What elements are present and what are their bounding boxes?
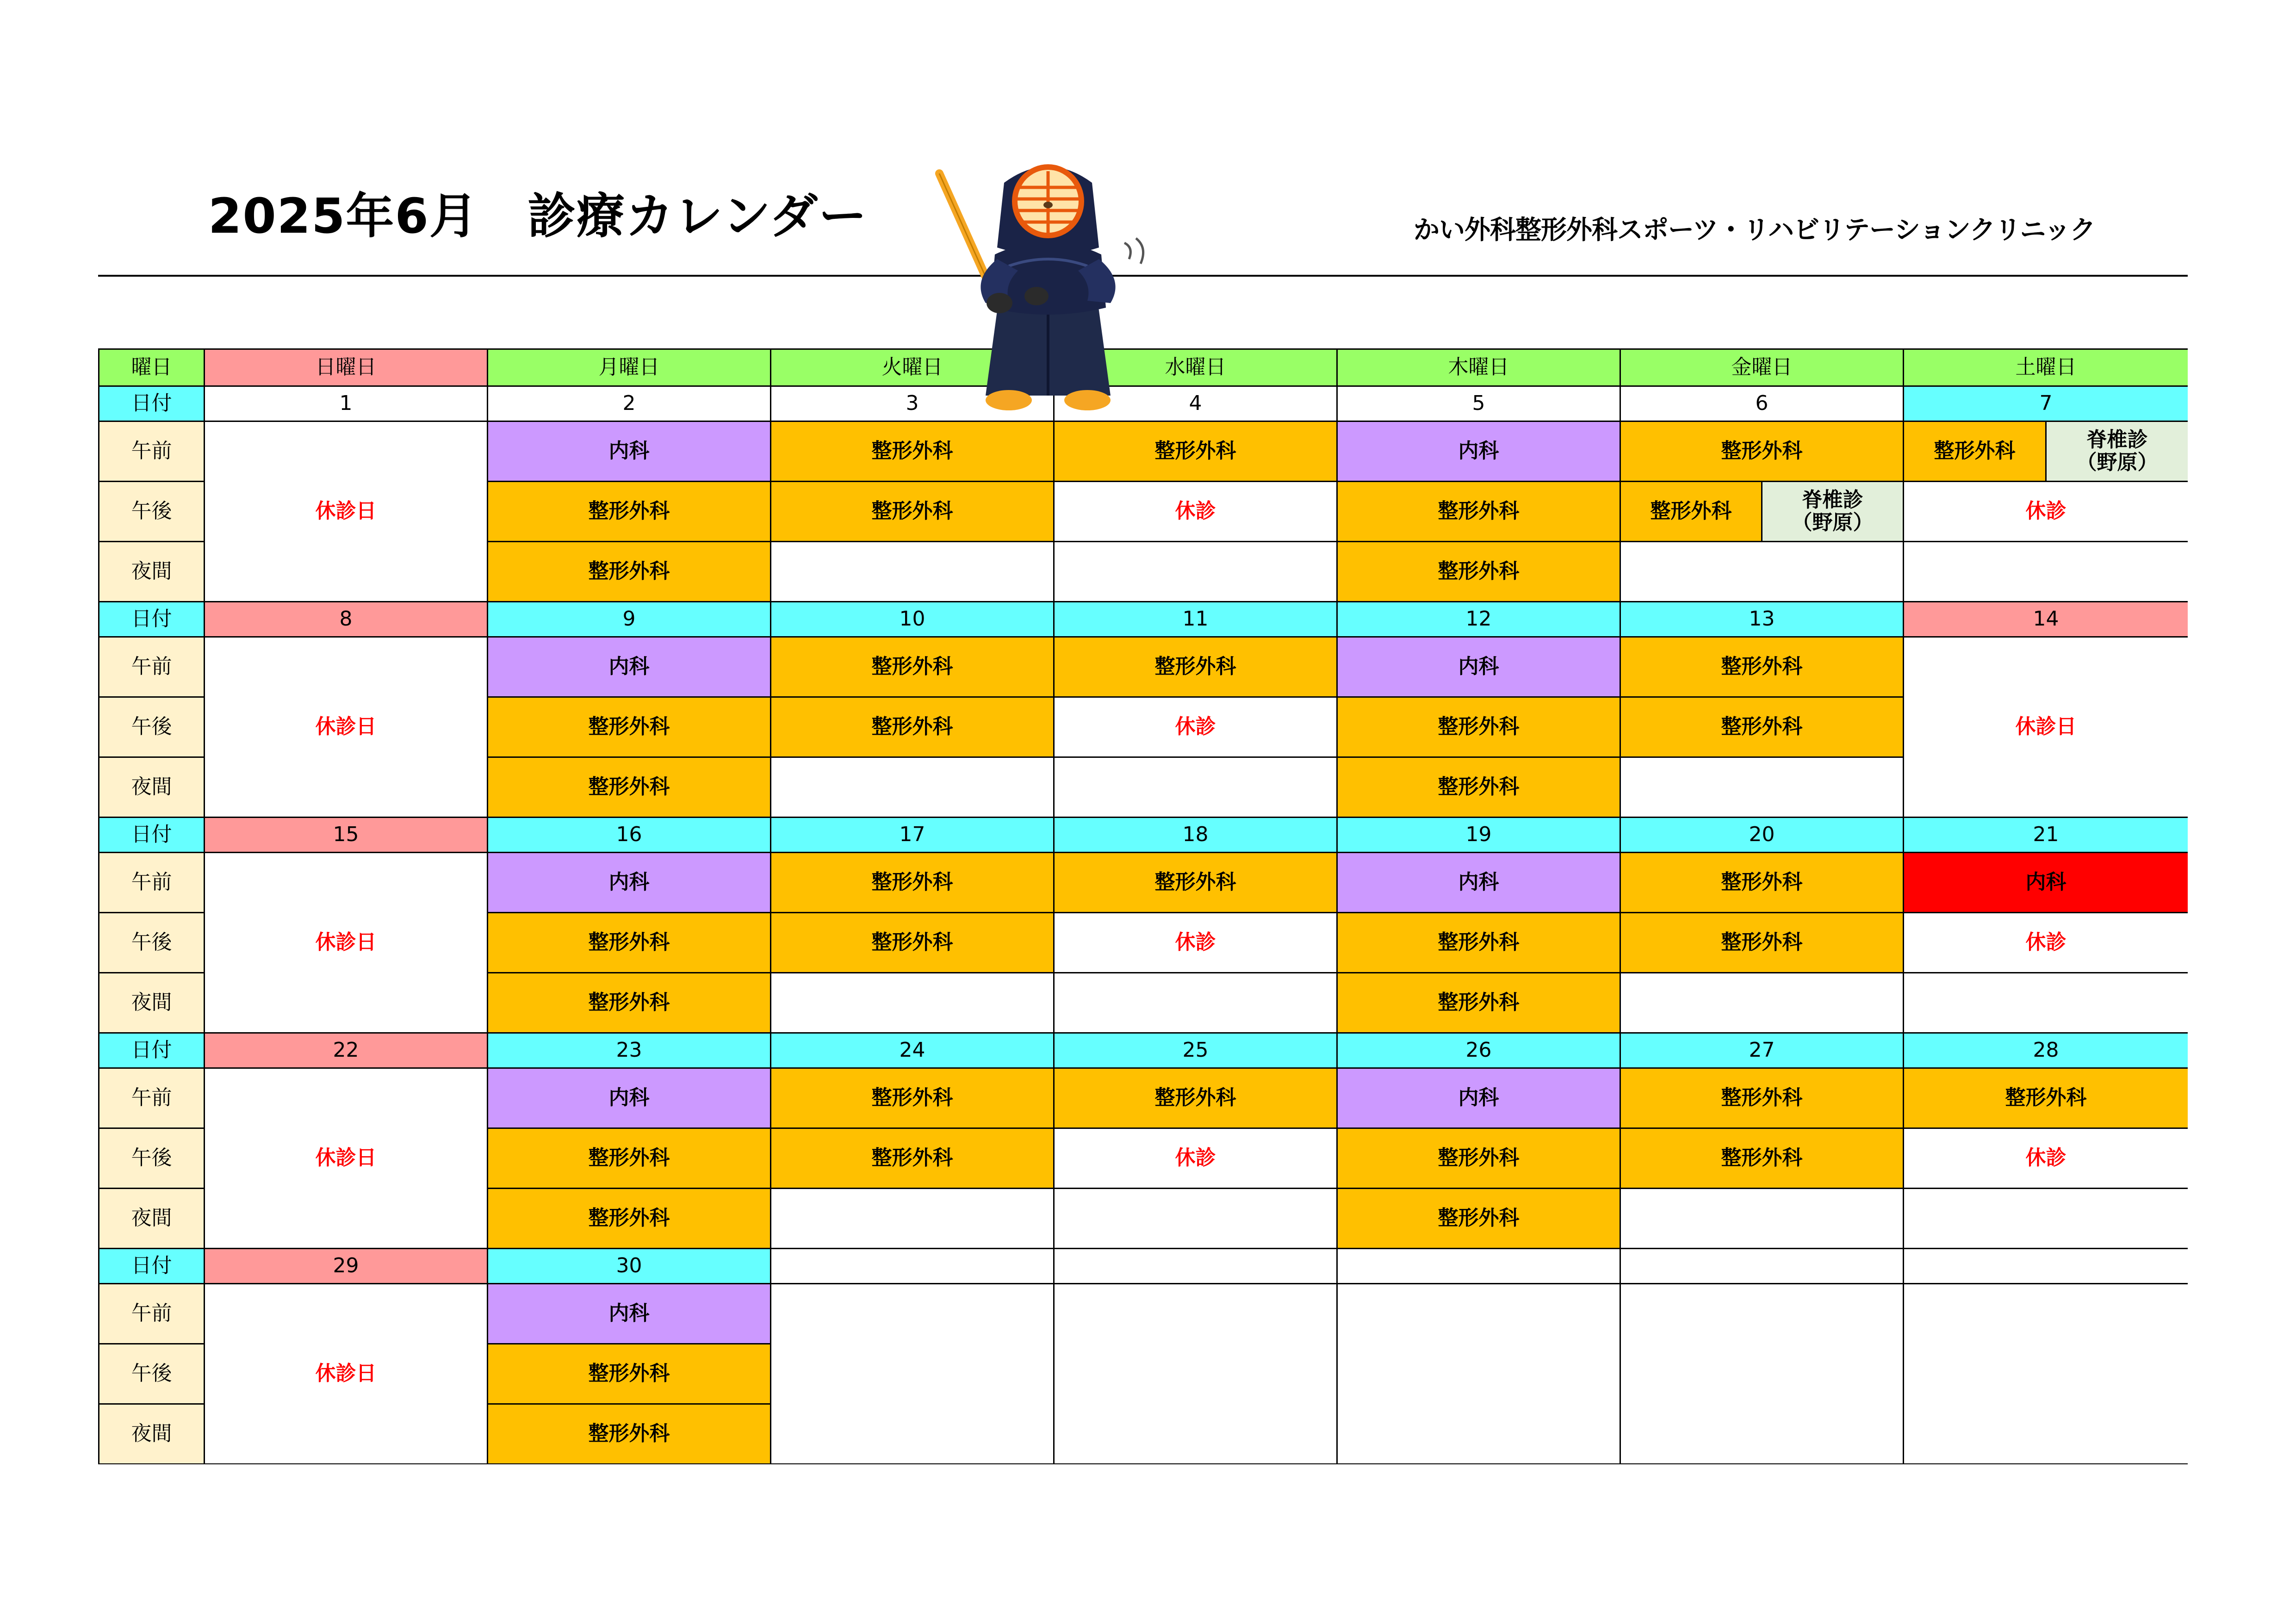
session-seikei: 整形外科	[1620, 912, 1903, 972]
date-cell: 7	[1903, 385, 2188, 421]
session-seikei: 整形外科	[487, 1343, 770, 1403]
closed-day: 休診日	[204, 852, 487, 1032]
date-cell: 12	[1336, 601, 1620, 636]
date-cell: 2	[487, 385, 770, 421]
session-naika: 内科	[487, 852, 770, 912]
session-empty	[1620, 1283, 1903, 1463]
period-night: 夜間	[98, 972, 204, 1032]
date-cell: 14	[1903, 601, 2188, 636]
session-empty	[1620, 541, 1903, 601]
closed-day: 休診日	[204, 421, 487, 601]
period-morning: 午前	[98, 852, 204, 912]
session-empty	[1053, 1283, 1336, 1463]
date-cell	[1620, 1248, 1903, 1283]
session-seikei: 整形外科	[1620, 1067, 1903, 1127]
session-naika: 内科	[487, 636, 770, 696]
date-cell: 15	[204, 817, 487, 852]
session-seikei: 整形外科	[1620, 852, 1903, 912]
session-seikei: 整形外科	[1053, 1067, 1336, 1127]
session-seikei: 整形外科	[770, 421, 1053, 481]
session-seikei: 整形外科	[770, 481, 1053, 541]
date-label: 日付	[98, 817, 204, 852]
period-morning: 午前	[98, 636, 204, 696]
session-naika: 内科	[1336, 852, 1620, 912]
session-seikei: 整形外科	[770, 852, 1053, 912]
period-night: 夜間	[98, 1403, 204, 1463]
date-cell: 10	[770, 601, 1053, 636]
session-sekitsui: 脊椎診 （野原）	[2045, 422, 2188, 481]
date-cell: 29	[204, 1248, 487, 1283]
date-cell: 1	[204, 385, 487, 421]
session-seikei: 整形外科	[1053, 636, 1336, 696]
session-seikei: 整形外科	[1336, 541, 1620, 601]
date-cell: 8	[204, 601, 487, 636]
session-closed: 休診	[1053, 696, 1336, 756]
closed-day: 休診日	[204, 636, 487, 817]
weekday-sat: 土曜日	[1903, 348, 2188, 385]
date-cell	[1053, 1248, 1336, 1283]
date-cell: 20	[1620, 817, 1903, 852]
session-seikei: 整形外科	[770, 1067, 1053, 1127]
session-closed: 休診	[1903, 1127, 2188, 1188]
session-seikei: 整形外科	[1336, 1127, 1620, 1188]
weekday-sun: 日曜日	[204, 348, 487, 385]
kendo-mascot-icon	[930, 155, 1171, 414]
date-cell: 22	[204, 1032, 487, 1067]
session-seikei: 整形外科	[487, 1188, 770, 1248]
period-night: 夜間	[98, 756, 204, 817]
period-morning: 午前	[98, 1067, 204, 1127]
session-empty	[1620, 756, 1903, 817]
session-empty	[1336, 1283, 1620, 1463]
session-closed: 休診	[1903, 481, 2188, 541]
session-seikei: 整形外科	[487, 541, 770, 601]
session-empty	[1053, 541, 1336, 601]
closed-day: 休診日	[204, 1067, 487, 1248]
session-seikei: 整形外科	[770, 696, 1053, 756]
session-empty	[1903, 972, 2188, 1032]
period-afternoon: 午後	[98, 1343, 204, 1403]
date-cell	[770, 1248, 1053, 1283]
session-closed: 休診	[1053, 481, 1336, 541]
date-cell: 24	[770, 1032, 1053, 1067]
session-seikei: 整形外科	[1336, 972, 1620, 1032]
date-cell: 16	[487, 817, 770, 852]
session-closed: 休診	[1053, 912, 1336, 972]
session-seikei: 整形外科	[770, 1127, 1053, 1188]
weekday-mon: 月曜日	[487, 348, 770, 385]
session-empty	[770, 1188, 1053, 1248]
session-seikei: 整形外科	[1903, 1067, 2188, 1127]
session-empty	[1620, 1188, 1903, 1248]
date-cell: 27	[1620, 1032, 1903, 1067]
date-cell: 4	[1053, 385, 1336, 421]
session-seikei: 整形外科	[1053, 852, 1336, 912]
session-seikei: 整形外科	[1336, 481, 1620, 541]
period-night: 夜間	[98, 1188, 204, 1248]
date-cell: 25	[1053, 1032, 1336, 1067]
schedule-calendar	[98, 348, 2188, 1464]
date-cell: 18	[1053, 817, 1336, 852]
date-cell: 17	[770, 817, 1053, 852]
session-seikei: 整形外科	[487, 481, 770, 541]
session-closed: 休診	[1903, 912, 2188, 972]
session-seikei: 整形外科	[1053, 421, 1336, 481]
session-naika: 内科	[487, 1283, 770, 1343]
session-sekitsui: 脊椎診 （野原）	[1761, 482, 1903, 541]
weekday-tue: 火曜日	[770, 348, 1053, 385]
session-seikei: 整形外科	[1336, 756, 1620, 817]
date-cell	[1903, 1248, 2188, 1283]
session-seikei: 整形外科	[770, 912, 1053, 972]
period-afternoon: 午後	[98, 481, 204, 541]
session-seikei: 整形外科	[770, 636, 1053, 696]
closed-day: 休診日	[204, 1283, 487, 1463]
date-cell: 19	[1336, 817, 1620, 852]
weekday-fri: 金曜日	[1620, 348, 1903, 385]
session-seikei: 整形外科	[1620, 696, 1903, 756]
session-seikei: 整形外科	[1336, 696, 1620, 756]
period-afternoon: 午後	[98, 696, 204, 756]
session-empty	[1053, 1188, 1336, 1248]
session-naika: 内科	[487, 421, 770, 481]
date-label: 日付	[98, 1248, 204, 1283]
session-split	[1903, 421, 2188, 481]
session-empty	[770, 1283, 1053, 1463]
date-cell: 21	[1903, 817, 2188, 852]
date-label: 日付	[98, 385, 204, 421]
session-empty	[1903, 541, 2188, 601]
date-label: 日付	[98, 1032, 204, 1067]
session-empty	[1053, 972, 1336, 1032]
date-cell: 26	[1336, 1032, 1620, 1067]
session-naika: 内科	[1336, 421, 1620, 481]
session-seikei: 整形外科	[487, 972, 770, 1032]
date-cell: 6	[1620, 385, 1903, 421]
session-empty	[1620, 972, 1903, 1032]
period-morning: 午前	[98, 421, 204, 481]
date-cell: 30	[487, 1248, 770, 1283]
date-cell	[1336, 1248, 1620, 1283]
session-naika: 内科	[1336, 1067, 1620, 1127]
date-label: 日付	[98, 601, 204, 636]
session-seikei: 整形外科	[487, 1127, 770, 1188]
session-seikei: 整形外科	[487, 696, 770, 756]
page-title: 2025年6月 診療カレンダー	[208, 188, 868, 244]
session-seikei: 整形外科	[1620, 1127, 1903, 1188]
session-seikei: 整形外科	[1621, 482, 1761, 541]
date-cell: 13	[1620, 601, 1903, 636]
session-seikei: 整形外科	[487, 912, 770, 972]
session-naika-special: 内科	[1903, 852, 2188, 912]
date-cell: 23	[487, 1032, 770, 1067]
weekday-wed: 水曜日	[1053, 348, 1336, 385]
date-cell: 5	[1336, 385, 1620, 421]
weekday-label: 曜日	[98, 348, 204, 385]
session-seikei: 整形外科	[1620, 636, 1903, 696]
session-seikei: 整形外科	[1620, 421, 1903, 481]
date-cell: 3	[770, 385, 1053, 421]
session-seikei: 整形外科	[1904, 422, 2045, 481]
session-seikei: 整形外科	[1336, 912, 1620, 972]
session-naika: 内科	[1336, 636, 1620, 696]
session-empty	[1053, 756, 1336, 817]
weekday-thu: 木曜日	[1336, 348, 1620, 385]
session-empty	[1903, 1283, 2188, 1463]
session-seikei: 整形外科	[487, 1403, 770, 1463]
period-morning: 午前	[98, 1283, 204, 1343]
period-afternoon: 午後	[98, 1127, 204, 1188]
clinic-name: かい外科整形外科スポーツ・リハビリテーションクリニック	[1414, 215, 2096, 245]
date-cell: 11	[1053, 601, 1336, 636]
session-seikei: 整形外科	[487, 756, 770, 817]
session-empty	[770, 972, 1053, 1032]
date-cell: 9	[487, 601, 770, 636]
session-empty	[770, 541, 1053, 601]
session-empty	[770, 756, 1053, 817]
session-seikei: 整形外科	[1336, 1188, 1620, 1248]
session-closed: 休診	[1053, 1127, 1336, 1188]
period-afternoon: 午後	[98, 912, 204, 972]
period-night: 夜間	[98, 541, 204, 601]
session-split	[1620, 481, 1903, 541]
date-cell: 28	[1903, 1032, 2188, 1067]
closed-day: 休診日	[1903, 636, 2188, 817]
session-empty	[1903, 1188, 2188, 1248]
session-naika: 内科	[487, 1067, 770, 1127]
